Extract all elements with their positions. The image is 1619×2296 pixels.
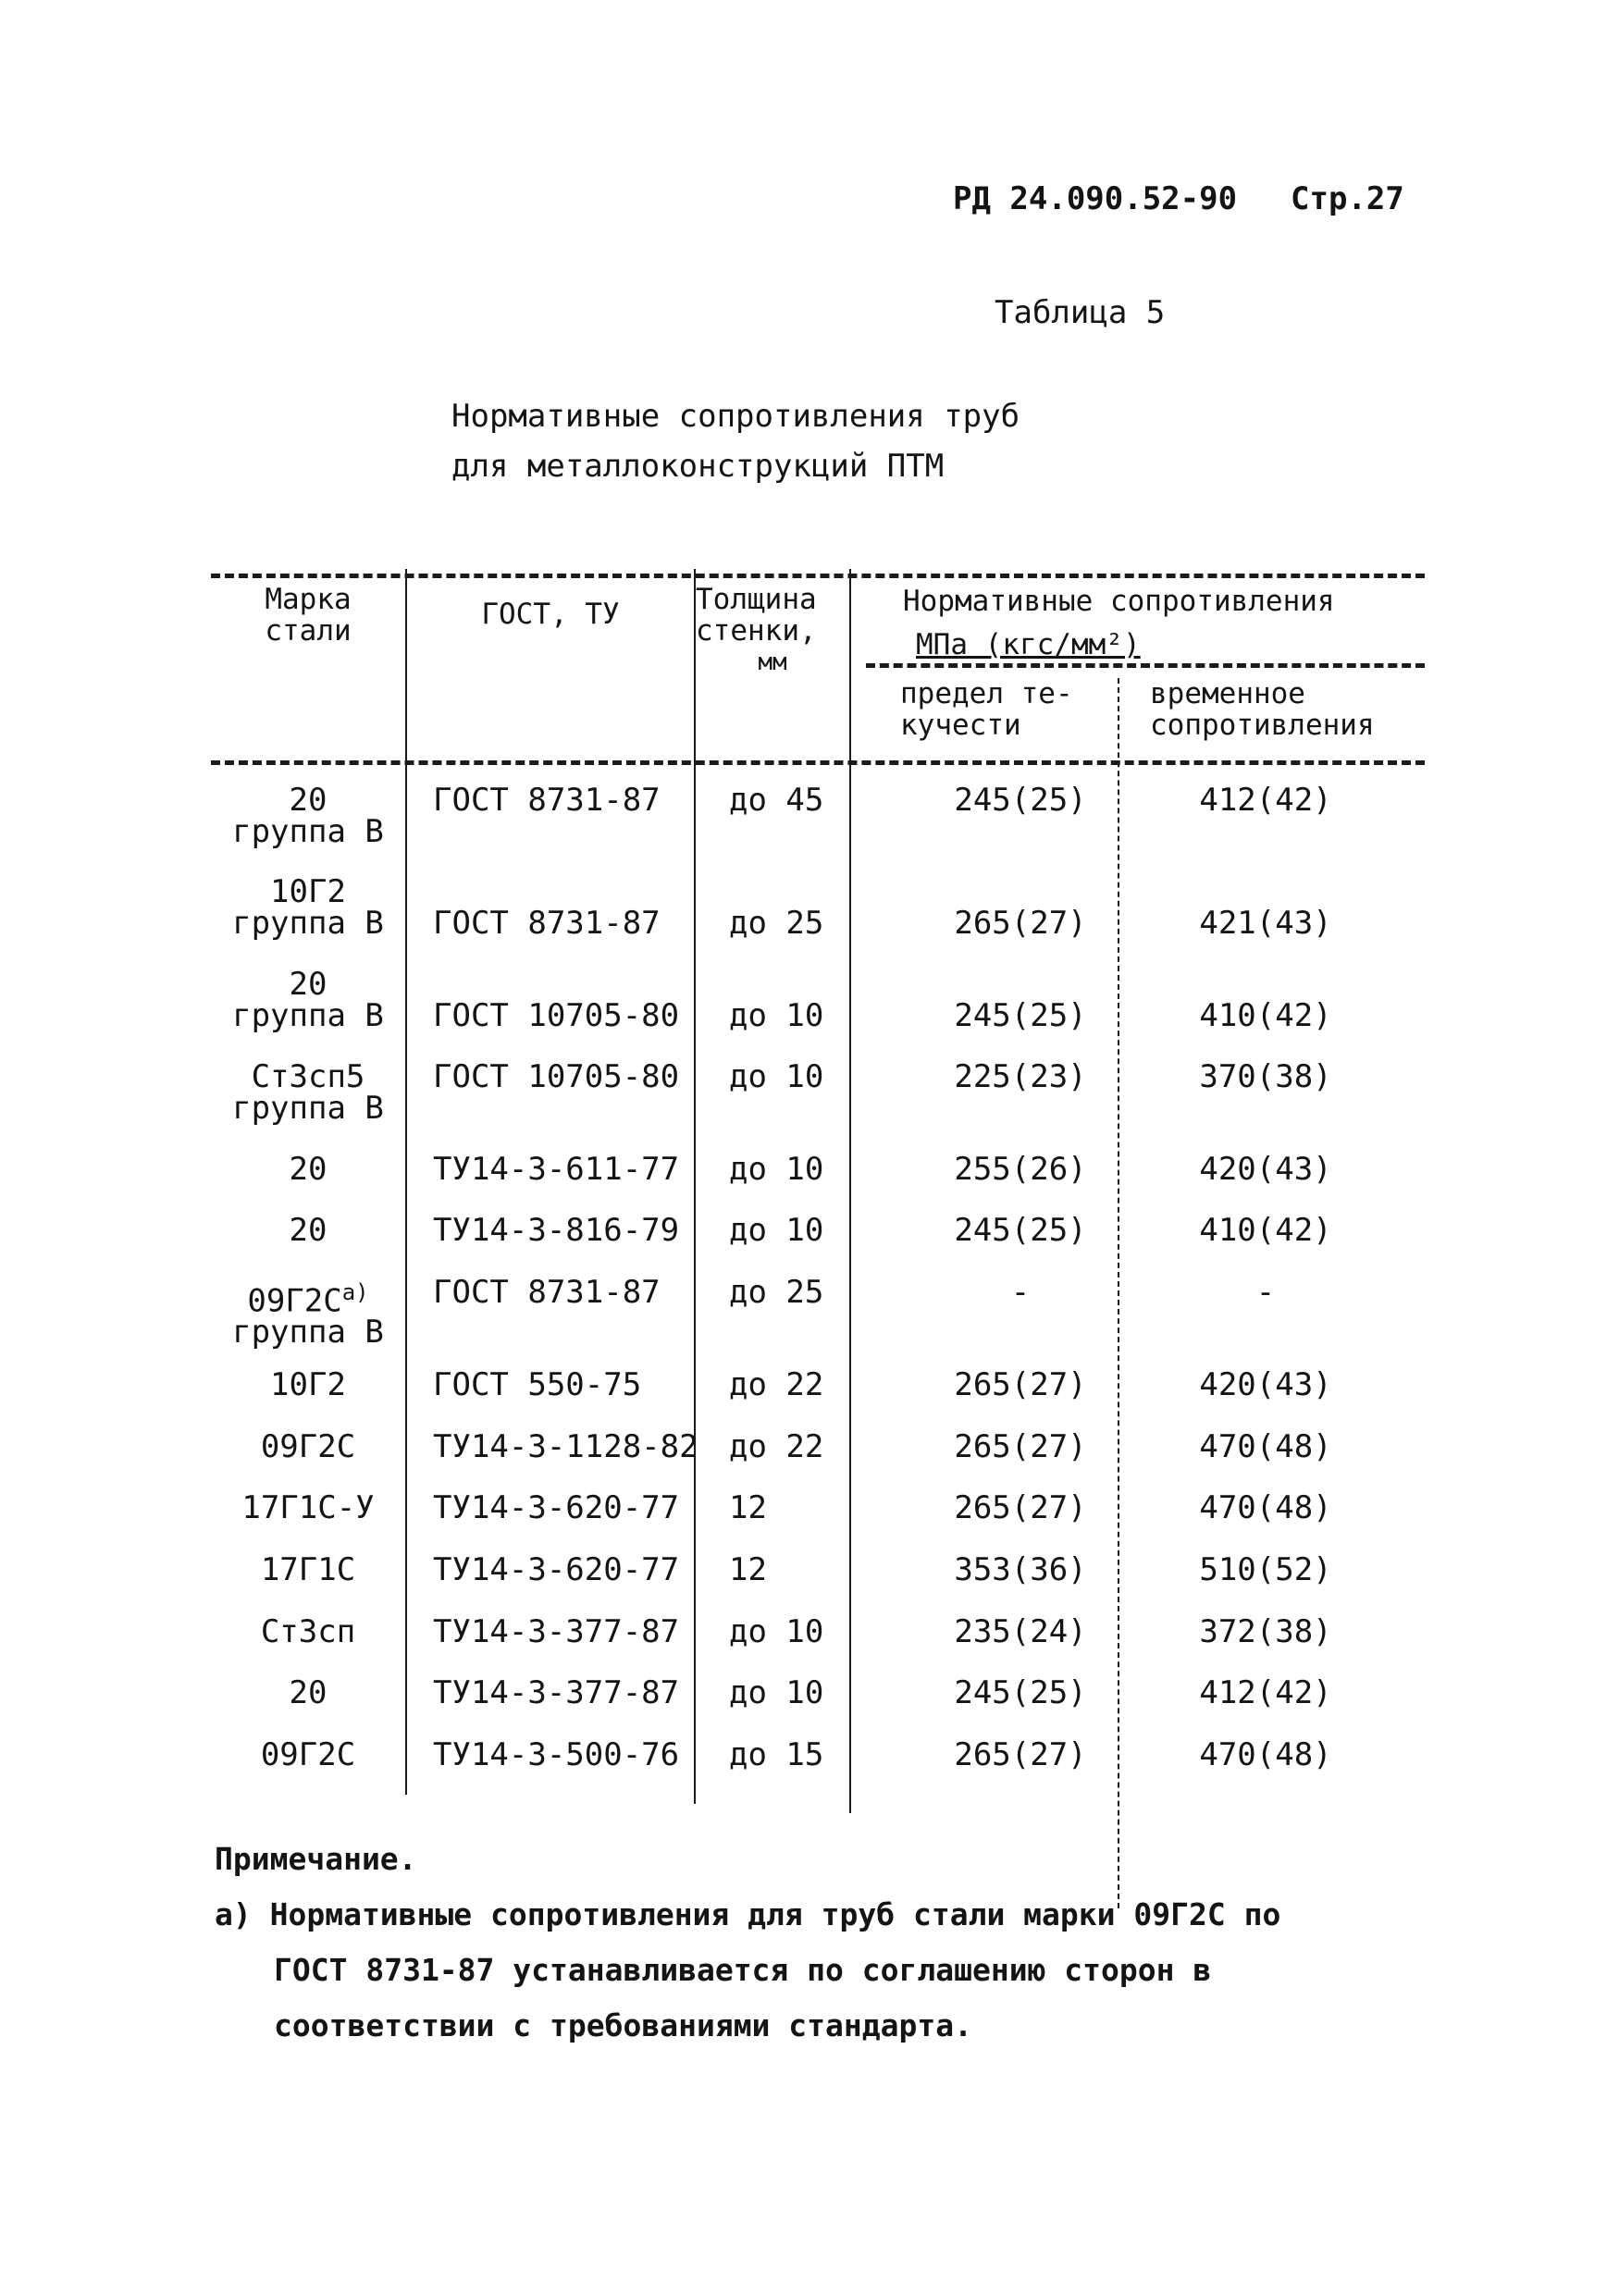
table-row-tensile: 372(38)	[1199, 1613, 1332, 1650]
table-row-grade	[211, 1212, 405, 1249]
table-top-rule	[211, 574, 1425, 578]
table-row-wall: до 10	[729, 1058, 824, 1095]
table-row-yield: 245(25)	[954, 1212, 1087, 1249]
table-row-standard: ТУ14-3-620-77	[433, 1551, 680, 1588]
table-row-yield: 265(27)	[954, 1428, 1087, 1465]
table-row-tensile: 420(43)	[1199, 1151, 1332, 1188]
table-row-tensile: 420(43)	[1199, 1366, 1332, 1403]
table-row-wall: 12	[729, 1551, 767, 1588]
header-grade	[211, 584, 405, 647]
table-row-standard: ТУ14-3-1128-82	[433, 1428, 698, 1465]
header-tensile-line: временное	[1150, 677, 1305, 710]
grade-line: Ст3сп	[260, 1613, 356, 1650]
grade-line: группа В	[232, 813, 384, 850]
header-tensile	[1150, 678, 1375, 741]
header-units: МПа (кгс/мм²)	[916, 628, 1141, 661]
header-grade-line: стали	[265, 614, 352, 648]
grade-line: 17Г1С-У	[241, 1489, 375, 1526]
table-row-standard: ГОСТ 10705-80	[433, 1058, 680, 1095]
table-row-yield: 235(24)	[954, 1613, 1087, 1650]
table-row-standard: ТУ14-3-500-76	[433, 1736, 680, 1773]
table-row-tensile: 370(38)	[1199, 1058, 1332, 1095]
grade-line: группа В	[232, 905, 384, 942]
resistance-table	[211, 569, 1425, 1827]
header-yield-line: предел те-	[900, 677, 1073, 710]
grade-line: 09Г2С	[260, 1736, 356, 1773]
table-row-grade	[211, 1366, 405, 1403]
table-row-grade	[211, 1674, 405, 1711]
table-row-yield: 353(36)	[954, 1551, 1087, 1588]
table-row-grade	[211, 1489, 405, 1526]
table-row-yield: 265(27)	[954, 905, 1087, 942]
footnote-marker: а)	[341, 1279, 369, 1305]
table-row-standard: ТУ14-3-816-79	[433, 1212, 680, 1249]
table-row-wall: до 10	[729, 997, 824, 1034]
grade-line: 10Г2	[270, 873, 346, 910]
table-row-wall: до 15	[729, 1736, 824, 1773]
header-wall-line: мм	[758, 648, 787, 676]
table-row-tensile: -	[1255, 1274, 1276, 1311]
header-bottom-rule	[211, 760, 1425, 765]
header-split-rule	[866, 663, 1425, 668]
grade-line: 09Г2С	[260, 1428, 356, 1465]
table-row-wall: до 10	[729, 1674, 824, 1711]
table-row-standard: ТУ14-3-377-87	[433, 1613, 680, 1650]
grade-line: 09Г2С	[247, 1282, 342, 1320]
table-row-grade	[211, 1428, 405, 1465]
table-row-grade	[211, 873, 405, 942]
grade-line: 17Г1С	[260, 1551, 356, 1588]
table-row-grade	[211, 1551, 405, 1588]
table-row-tensile: 410(42)	[1199, 997, 1332, 1034]
table-row-yield: 265(27)	[954, 1366, 1087, 1403]
document-id: РД 24.090.52-90	[953, 180, 1238, 217]
table-row-wall: до 45	[729, 782, 824, 819]
note-line: соответствии с требованиями стандарта.	[274, 2007, 972, 2043]
table-row-standard: ГОСТ 10705-80	[433, 997, 680, 1034]
table-row-grade	[211, 1613, 405, 1650]
grade-line: группа В	[232, 1314, 384, 1352]
table-row-tensile: 510(52)	[1199, 1551, 1332, 1588]
grade-line: 20	[289, 1674, 328, 1711]
header-wall	[696, 584, 849, 678]
note-line: а) Нормативные сопротивления для труб стали марки 09Г2С по	[215, 1896, 1281, 1932]
table-row-standard: ТУ14-3-377-87	[433, 1674, 680, 1711]
table-row-standard: ГОСТ 8731-87	[433, 782, 661, 819]
table-row-wall: до 10	[729, 1212, 824, 1249]
table-row-tensile: 421(43)	[1199, 905, 1332, 942]
table-row-tensile: 470(48)	[1199, 1428, 1332, 1465]
header-standard: ГОСТ, ТУ	[481, 598, 620, 631]
grade-line: 20	[289, 966, 328, 1003]
table-title-line-2: для металлоконструкций ПТМ	[451, 448, 945, 485]
table-row-tensile: 470(48)	[1199, 1736, 1332, 1773]
note-label: Примечание.	[215, 1841, 417, 1877]
table-row-standard: ТУ14-3-611-77	[433, 1151, 680, 1188]
table-row-wall: 12	[729, 1489, 767, 1526]
table-row-wall: до 25	[729, 905, 824, 942]
column-divider	[849, 569, 851, 1813]
table-row-wall: до 25	[729, 1274, 824, 1311]
header-resistance: Нормативные сопротивления	[903, 585, 1335, 618]
table-row-standard: ГОСТ 8731-87	[433, 1274, 661, 1311]
table-row-wall: до 10	[729, 1613, 824, 1650]
header-yield	[900, 678, 1073, 741]
header-wall-line: стенки,	[696, 614, 817, 648]
note-line: ГОСТ 8731-87 устанавливается по соглашению сторон в	[274, 1952, 1212, 1988]
table-row-yield: 245(25)	[954, 1674, 1087, 1711]
table-row-grade	[211, 1151, 405, 1188]
page-number: Стр.27	[1291, 180, 1404, 217]
column-divider	[694, 569, 696, 1804]
header-tensile-line: сопротивления	[1150, 709, 1375, 742]
table-row-wall: до 22	[729, 1366, 824, 1403]
grade-line: группа В	[232, 1090, 384, 1127]
header-yield-line: кучести	[900, 709, 1021, 742]
table-row-yield: 245(25)	[954, 997, 1087, 1034]
table-row-yield: 255(26)	[954, 1151, 1087, 1188]
table-row-standard: ГОСТ 550-75	[433, 1366, 642, 1403]
table-row-wall: до 22	[729, 1428, 824, 1465]
table-row-standard: ТУ14-3-620-77	[433, 1489, 680, 1526]
table-title-line-1: Нормативные сопротивления труб	[451, 398, 1020, 435]
column-divider	[1118, 678, 1119, 1908]
table-row-yield: -	[1010, 1274, 1031, 1311]
table-row-grade	[211, 1736, 405, 1773]
grade-line: 20	[289, 1151, 328, 1188]
table-row-yield: 225(23)	[954, 1058, 1087, 1095]
table-row-tensile: 410(42)	[1199, 1212, 1332, 1249]
table-row-yield: 265(27)	[954, 1489, 1087, 1526]
table-row-yield: 245(25)	[954, 782, 1087, 819]
table-row-tensile: 412(42)	[1199, 782, 1332, 819]
table-row-standard: ГОСТ 8731-87	[433, 905, 661, 942]
grade-line: 20	[289, 782, 328, 819]
table-row-tensile: 470(48)	[1199, 1489, 1332, 1526]
grade-line: 20	[289, 1212, 328, 1249]
column-divider	[405, 569, 407, 1795]
table-row-grade	[211, 1277, 405, 1352]
table-row-tensile: 412(42)	[1199, 1674, 1332, 1711]
table-number: Таблица 5	[995, 294, 1166, 331]
table-row-wall: до 10	[729, 1151, 824, 1188]
table-row-grade	[211, 782, 405, 850]
grade-line: Ст3сп5	[251, 1058, 365, 1095]
header-grade-line: Марка	[265, 583, 352, 616]
running-header	[953, 180, 1404, 217]
table-row-grade	[211, 966, 405, 1034]
table-row-grade	[211, 1058, 405, 1127]
grade-line: 10Г2	[270, 1366, 346, 1403]
table-row-yield: 265(27)	[954, 1736, 1087, 1773]
grade-line: группа В	[232, 997, 384, 1034]
header-wall-line: Толщина	[696, 583, 817, 616]
